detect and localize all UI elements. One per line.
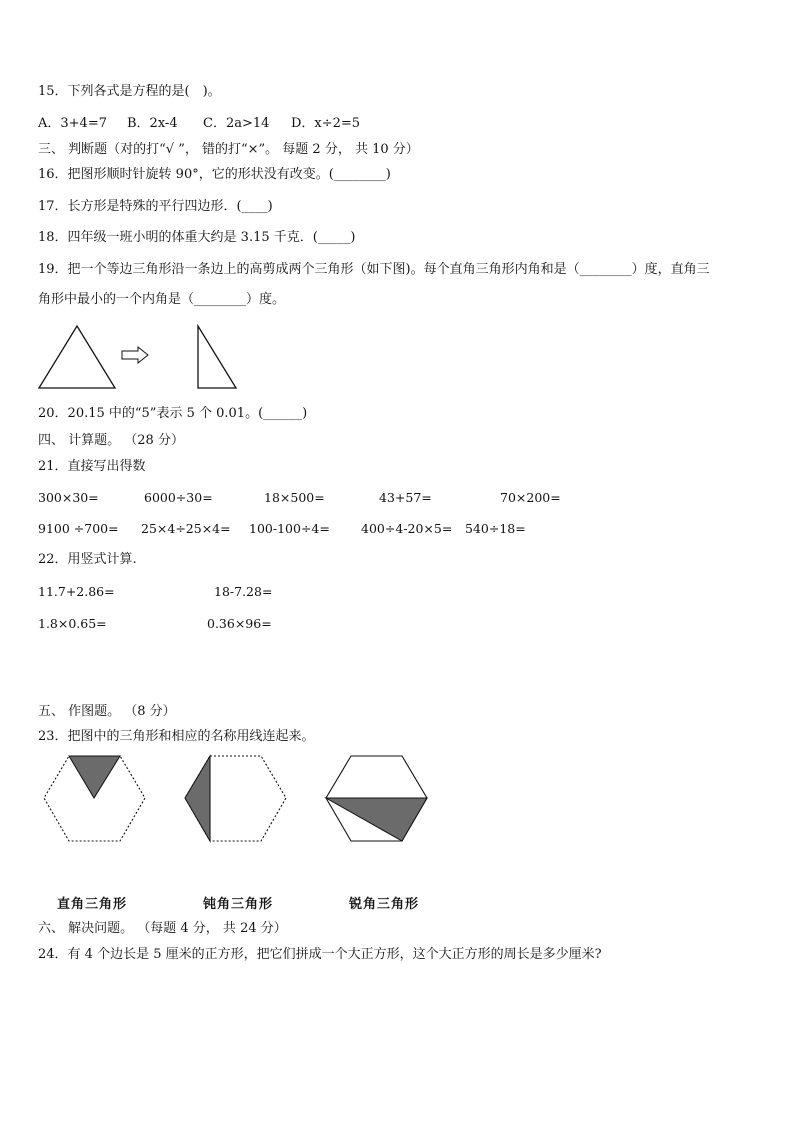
q19-figure [38, 322, 243, 392]
q15-option-b[interactable]: B．2x-4 [127, 116, 178, 131]
q21-item: 400÷4-20×5= [361, 521, 453, 536]
question-16: 16．把图形顺时针旋转 90°，它的形状没有改变。(________) [38, 167, 391, 182]
q21-item: 300×30= [38, 490, 99, 505]
q21-item: 540÷18= [465, 521, 526, 536]
hexagon-figure-3 [326, 754, 428, 844]
label-obtuse-triangle[interactable]: 钝角三角形 [203, 897, 274, 912]
hexagon-figure-1 [44, 754, 146, 844]
hexagon-figure-2 [185, 754, 287, 844]
section-6-heading: 六、 解决问题。 （每题 4 分， 共 24 分） [38, 921, 287, 936]
question-20: 20．20.15 中的“5”表示 5 个 0.01。(______) [38, 406, 308, 421]
right-arrow-icon [122, 347, 148, 363]
q22-item: 0.36×96= [207, 616, 272, 631]
q22-item: 18-7.28= [214, 584, 273, 599]
q15-option-c[interactable]: C．2a>14 [203, 116, 270, 131]
q21-item: 100-100÷4= [249, 521, 330, 536]
q15-option-d[interactable]: D．x÷2=5 [291, 116, 361, 131]
question-15-stem: 15．下列各式是方程的是( )。 [38, 84, 221, 99]
q21-item: 6000÷30= [144, 490, 213, 505]
right-triangle [198, 326, 236, 388]
q21-item: 43+57= [379, 490, 432, 505]
shaded-triangle [326, 798, 427, 841]
question-19-line-1: 19．把一个等边三角形沿一条边上的高剪成两个三角形（如下图)。每个直角三角形内角和是（________）度，直角三 [38, 262, 710, 277]
q21-item: 9100 ÷700= [38, 521, 119, 536]
question-17: 17．长方形是特殊的平行四边形．(____) [38, 199, 273, 214]
shaded-triangle [69, 756, 120, 798]
label-acute-triangle[interactable]: 锐角三角形 [349, 897, 420, 912]
section-3-heading: 三、 判断题（对的打“√ ”， 错的打“×”。 每题 2 分， 共 10 分） [38, 142, 419, 157]
section-4-heading: 四、 计算题。 （28 分） [38, 433, 184, 448]
equilateral-triangle [39, 326, 115, 388]
section-5-heading: 五、 作图题。 （8 分） [38, 704, 176, 719]
q22-item: 1.8×0.65= [38, 616, 107, 631]
question-18: 18．四年级一班小明的体重大约是 3.15 千克．(_____) [38, 230, 356, 245]
label-right-triangle[interactable]: 直角三角形 [57, 897, 128, 912]
shaded-triangle [185, 756, 210, 841]
question-19-line-2: 角形中最小的一个内角是（________）度。 [38, 292, 286, 307]
question-23-stem: 23．把图中的三角形和相应的名称用线连起来。 [38, 729, 315, 744]
q22-item: 11.7+2.86= [38, 584, 115, 599]
q15-option-a[interactable]: A．3+4=7 [38, 116, 107, 131]
q21-item: 70×200= [500, 490, 561, 505]
question-22-stem: 22．用竖式计算. [38, 552, 137, 567]
q21-item: 18×500= [264, 490, 325, 505]
question-21-stem: 21．直接写出得数 [38, 459, 146, 474]
q21-item: 25×4÷25×4= [141, 521, 231, 536]
question-24: 24．有 4 个边长是 5 厘米的正方形，把它们拼成一个大正方形，这个大正方形的周长是多少厘米? [38, 947, 602, 962]
